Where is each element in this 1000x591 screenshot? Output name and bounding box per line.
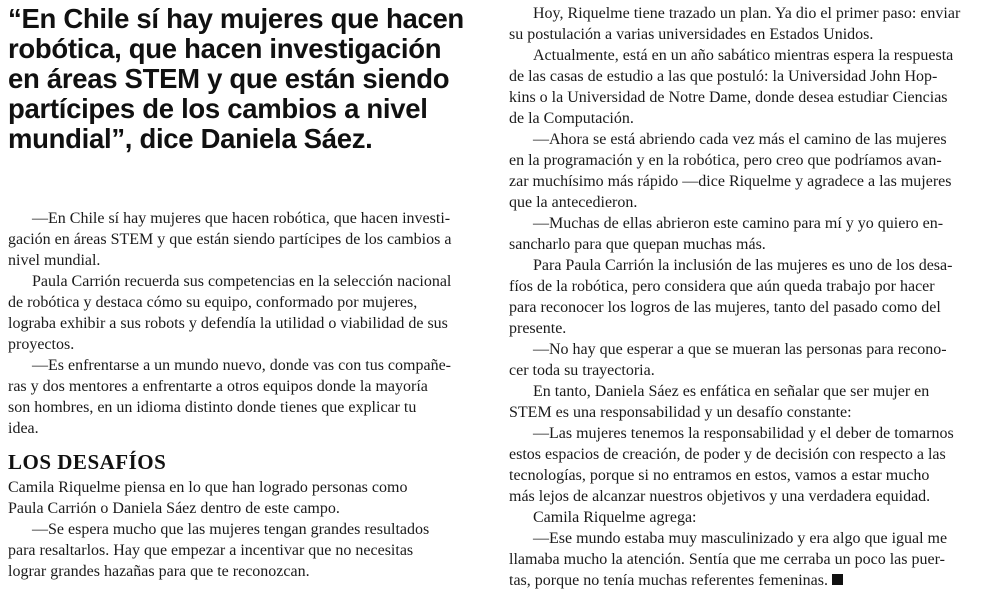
text-line: Para Paula Carrión la inclusión de las mujeres es uno de los desa- bbox=[533, 257, 953, 274]
end-of-article-square-icon bbox=[832, 574, 843, 585]
pull-quote-line: “En Chile sí hay mujeres que hacen bbox=[8, 3, 464, 34]
text-line: su postulación a varias universidades en Estados Unidos. bbox=[509, 26, 874, 43]
text-line: son hombres, en un idioma distinto donde tienes que explicar tu bbox=[8, 399, 417, 416]
text-line: de las casas de estudio a las que postuló: la Universidad John Hop- bbox=[509, 68, 938, 85]
text-line: más lejos de alcanzar nuestros objetivos y una verdadera equidad. bbox=[509, 488, 931, 505]
text-line: Camila Riquelme agrega: bbox=[533, 509, 697, 526]
paragraph bbox=[8, 519, 490, 582]
left-body-bottom bbox=[8, 477, 490, 582]
text-line: para resaltarlos. Hay que empezar a incentivar que no necesitas bbox=[8, 542, 414, 559]
paragraph bbox=[509, 381, 993, 423]
text-line: que la antecedieron. bbox=[509, 194, 638, 211]
text-line: Paula Carrión o Daniela Sáez dentro de este campo. bbox=[8, 500, 340, 517]
text-line: idea. bbox=[8, 420, 39, 437]
text-line: STEM es una responsabilidad y un desafío constante: bbox=[509, 404, 852, 421]
text-line: nivel mundial. bbox=[8, 252, 101, 269]
paragraph bbox=[8, 208, 490, 271]
paragraph bbox=[509, 45, 993, 129]
text-line: zar muchísimo más rápido —dice Riquelme y agradece a las mujeres bbox=[509, 173, 952, 190]
text-line: lograr grandes hazañas para que te reconozcan. bbox=[8, 563, 310, 580]
text-line: Hoy, Riquelme tiene trazado un plan. Ya dio el primer paso: enviar bbox=[533, 5, 961, 22]
text-line: de la Computación. bbox=[509, 110, 634, 127]
text-line: sancharlo para que quepan muchas más. bbox=[509, 236, 766, 253]
text-line: —No hay que esperar a que se mueran las personas para recono- bbox=[533, 341, 947, 358]
text-line-last bbox=[509, 570, 993, 591]
pull-quote-line: mundial”, dice Daniela Sáez. bbox=[8, 123, 373, 154]
text-line: presente. bbox=[509, 320, 567, 337]
right-body bbox=[509, 3, 993, 591]
pull-quote-line: robótica, que hacen investigación bbox=[8, 33, 442, 64]
text-line: proyectos. bbox=[8, 336, 75, 353]
paragraph bbox=[509, 129, 993, 213]
paragraph bbox=[509, 528, 993, 591]
text-line: ras y dos mentores a enfrentarte a otros equipos donde la mayoría bbox=[8, 378, 428, 395]
text-line: —Ahora se está abriendo cada vez más el camino de las mujeres bbox=[533, 131, 947, 148]
text-line: —En Chile sí hay mujeres que hacen robótica, que hacen investi- bbox=[32, 210, 451, 227]
text-line: —Ese mundo estaba muy masculinizado y era algo que igual me bbox=[533, 530, 948, 547]
paragraph bbox=[509, 423, 993, 507]
paragraph bbox=[8, 271, 490, 355]
text-line: de robótica y destaca cómo su equipo, conformado por mujeres, bbox=[8, 294, 418, 311]
text-line: —Muchas de ellas abrieron este camino para mí y yo quiero en- bbox=[533, 215, 944, 232]
text-line: —Las mujeres tenemos la responsabilidad y el deber de tomarnos bbox=[533, 425, 954, 442]
text-line: —Es enfrentarse a un mundo nuevo, donde vas con tus compañe- bbox=[32, 357, 451, 374]
paragraph bbox=[509, 255, 993, 339]
pull-quote bbox=[8, 4, 490, 154]
paragraph bbox=[8, 355, 490, 439]
text-line: —Se espera mucho que las mujeres tengan grandes resultados bbox=[32, 521, 430, 538]
text-line: Camila Riquelme piensa en lo que han logrado personas como bbox=[8, 479, 408, 496]
section-heading: LOS DESAFÍOS bbox=[8, 450, 167, 474]
text-line: kins o la Universidad de Notre Dame, donde desea estudiar Ciencias bbox=[509, 89, 948, 106]
text-line: para reconocer los logros de las mujeres, tanto del pasado como del bbox=[509, 299, 941, 316]
text-line: fíos de la robótica, pero considera que aún queda trabajo por hacer bbox=[509, 278, 935, 295]
paragraph bbox=[509, 339, 993, 381]
text-line: En tanto, Daniela Sáez es enfática en señalar que ser mujer en bbox=[533, 383, 930, 400]
text-line: Paula Carrión recuerda sus competencias en la selección nacional bbox=[32, 273, 452, 290]
text-line: tecnologías, porque si no entramos en estos, vamos a estar mucho bbox=[509, 467, 930, 484]
paragraph bbox=[509, 3, 993, 45]
text-line: Actualmente, está en un año sabático mientras espera la respuesta bbox=[533, 47, 954, 64]
text-line: llamaba mucho la atención. Sentía que me cerraba un poco las puer- bbox=[509, 551, 945, 568]
paragraph bbox=[8, 477, 490, 519]
left-body-top bbox=[8, 208, 490, 439]
paragraph bbox=[509, 213, 993, 255]
text-line-content: tas, porque no tenía muchas referentes femeninas. bbox=[509, 572, 828, 589]
text-line: gación en áreas STEM y que están siendo partícipes de los cambios a bbox=[8, 231, 452, 248]
text-line: en la programación y en la robótica, pero creo que podríamos avan- bbox=[509, 152, 942, 169]
paragraph bbox=[509, 507, 993, 528]
pull-quote-line: partícipes de los cambios a nivel bbox=[8, 93, 428, 124]
pull-quote-line: en áreas STEM y que están siendo bbox=[8, 63, 450, 94]
text-line: cer toda su trayectoria. bbox=[509, 362, 655, 379]
text-line: estos espacios de creación, de poder y de decisión con respecto a las bbox=[509, 446, 946, 463]
text-line: lograba exhibir a sus robots y defendía la utilidad o viabilidad de sus bbox=[8, 315, 448, 332]
